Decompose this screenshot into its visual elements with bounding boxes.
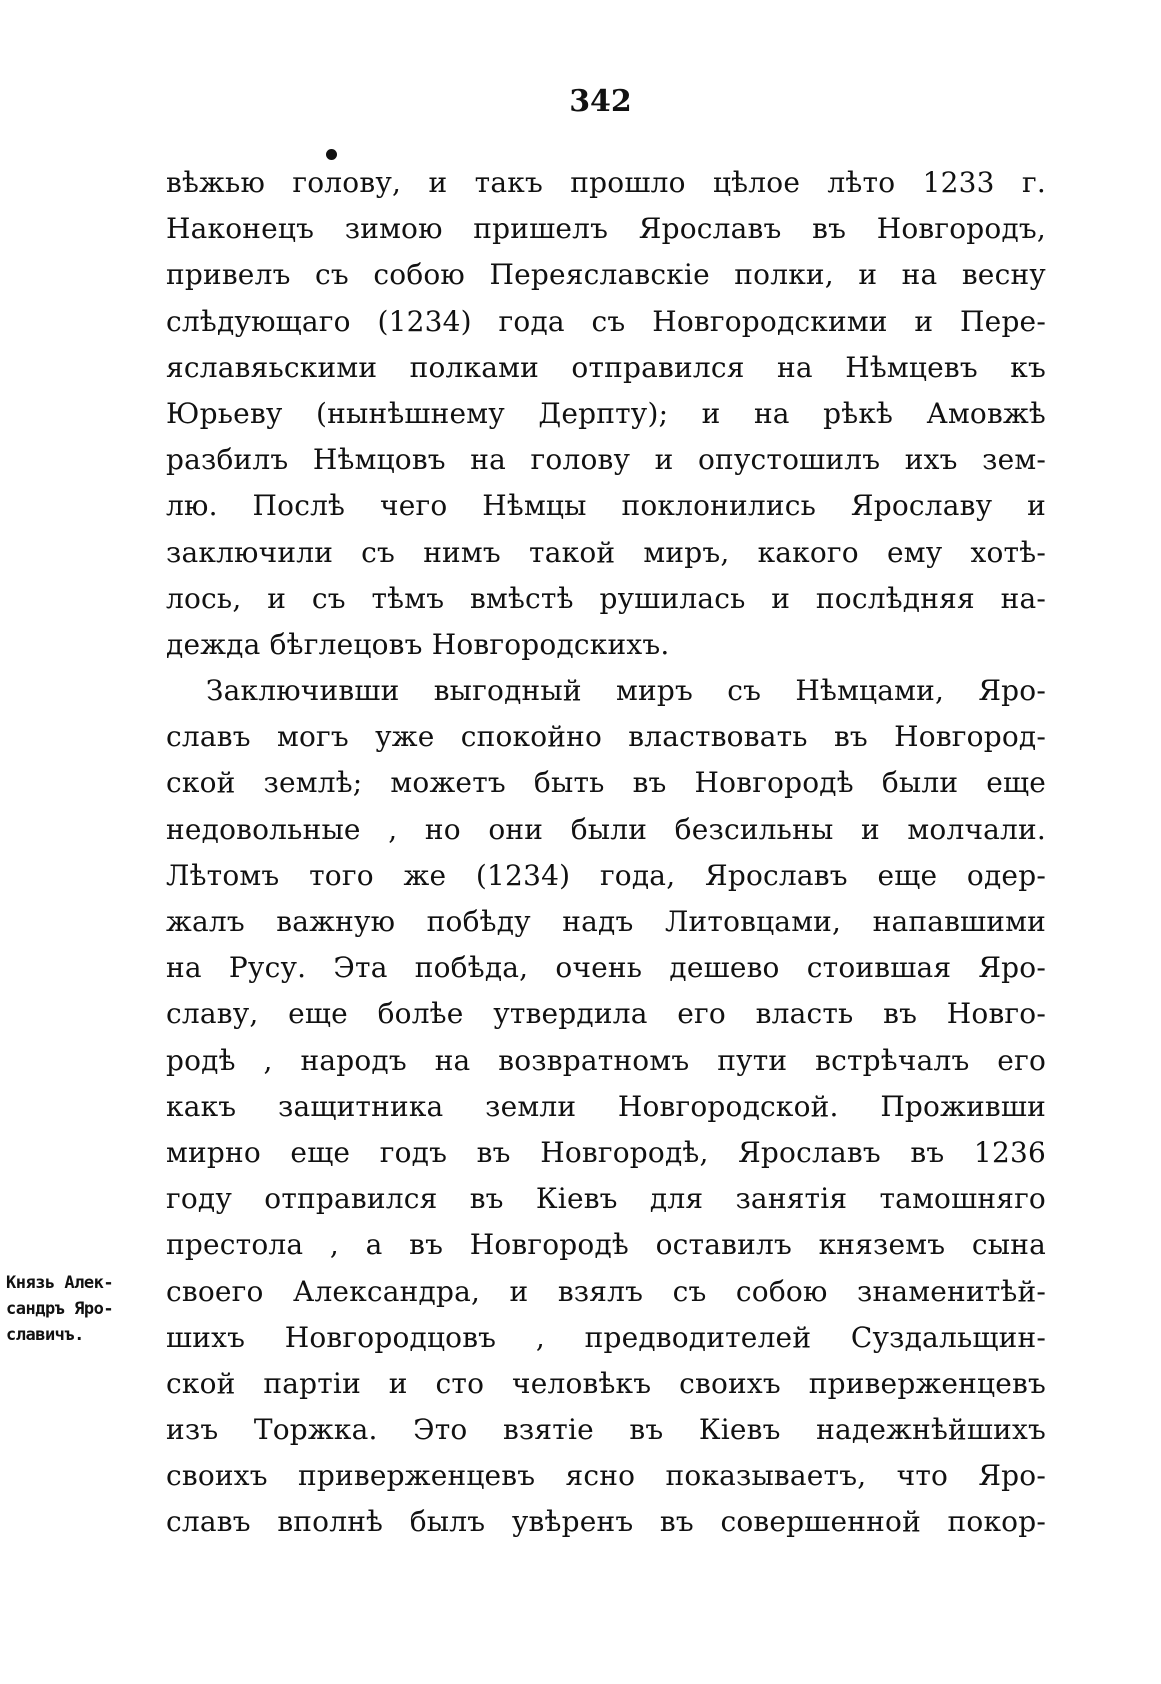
page-number: 342 bbox=[569, 84, 632, 119]
text-line: лось, и съ тѣмъ вмѣстѣ рушилась и послѣдняя на- bbox=[166, 581, 1046, 615]
text-line: славъ вполнѣ былъ увѣренъ въ совершенной покор- bbox=[166, 1505, 1046, 1539]
text-line: мирно еще годъ въ Новгородѣ, Ярославъ въ 1236 bbox=[166, 1135, 1046, 1169]
text-line: славъ могъ уже спокойно властвовать въ Новгород- bbox=[166, 720, 1046, 754]
text-line: шихъ Новгородцовъ , предводителей Суздальщин- bbox=[166, 1320, 1046, 1354]
margin-note-line: сандръ Яро- bbox=[6, 1299, 114, 1319]
margin-note bbox=[6, 1270, 166, 1348]
text-line: престола , а въ Новгородѣ оставилъ княземъ сына bbox=[166, 1228, 1046, 1262]
text-line: разбилъ Нѣмцовъ на голову и опустошилъ ихъ зем- bbox=[166, 443, 1046, 477]
margin-note-line: славичъ. bbox=[6, 1325, 84, 1345]
text-line: Юрьеву (нынѣшнему Дерпту); и на рѣкѣ Амовжѣ bbox=[166, 396, 1046, 430]
text-line: году отправился въ Кіевъ для занятія тамошняго bbox=[166, 1182, 1046, 1216]
text-line: привелъ съ собою Переяславскіе полки, и на весну bbox=[166, 258, 1046, 292]
paragraph-start-line: Заключивши выгодный миръ съ Нѣмцами, Яро- bbox=[206, 674, 1046, 708]
text-line: изъ Торжка. Это взятіе въ Кіевъ надежнѣйшихъ bbox=[166, 1413, 1046, 1447]
text-line: Наконецъ зимою пришелъ Ярославъ въ Новгородъ, bbox=[166, 212, 1046, 246]
text-line: славу, еще болѣе утвердила его власть въ Новго- bbox=[166, 997, 1046, 1031]
text-line: на Русу. Эта побѣда, очень дешево стоившая Яро- bbox=[166, 951, 1046, 985]
text-line: заключили съ нимъ такой миръ, какого ему хотѣ- bbox=[166, 535, 1046, 569]
margin-note-line: Князь Алек- bbox=[6, 1273, 114, 1293]
text-line: недовольные , но они были безсильны и молчали. bbox=[166, 812, 1046, 846]
text-line: родѣ , народъ на возвратномъ пути встрѣчалъ его bbox=[166, 1043, 1046, 1077]
text-line: вѣжью голову, и такъ прошло цѣлое лѣто 1233 г. bbox=[166, 166, 1046, 199]
text-line: ской землѣ; можетъ быть въ Новгородѣ были еще bbox=[166, 766, 1046, 800]
body-text bbox=[166, 160, 1046, 1546]
text-line: лю. Послѣ чего Нѣмцы поклонились Ярославу и bbox=[166, 489, 1046, 523]
text-line: своихъ приверженцевъ ясно показываетъ, что Яро- bbox=[166, 1459, 1046, 1493]
text-line: яславяьскими полками отправился на Нѣмцевъ къ bbox=[166, 350, 1046, 384]
text-line: какъ защитника земли Новгородской. Проживши bbox=[166, 1089, 1046, 1123]
text-line: Лѣтомъ того же (1234) года, Ярославъ еще одер- bbox=[166, 858, 1046, 892]
text-line: слѣдующаго (1234) года съ Новгородскими и Пере- bbox=[166, 304, 1046, 338]
text-line: своего Александра, и взялъ съ собою знаменитѣй- bbox=[166, 1274, 1046, 1308]
text-line: дежда бѣглецовъ Новгородскихъ. bbox=[166, 627, 670, 661]
text-line: жалъ важную побѣду надъ Литовцами, напавшими bbox=[166, 905, 1046, 938]
text-line: ской партіи и сто человѣкъ своихъ приверженцевъ bbox=[166, 1366, 1046, 1400]
ink-speck bbox=[326, 149, 337, 160]
